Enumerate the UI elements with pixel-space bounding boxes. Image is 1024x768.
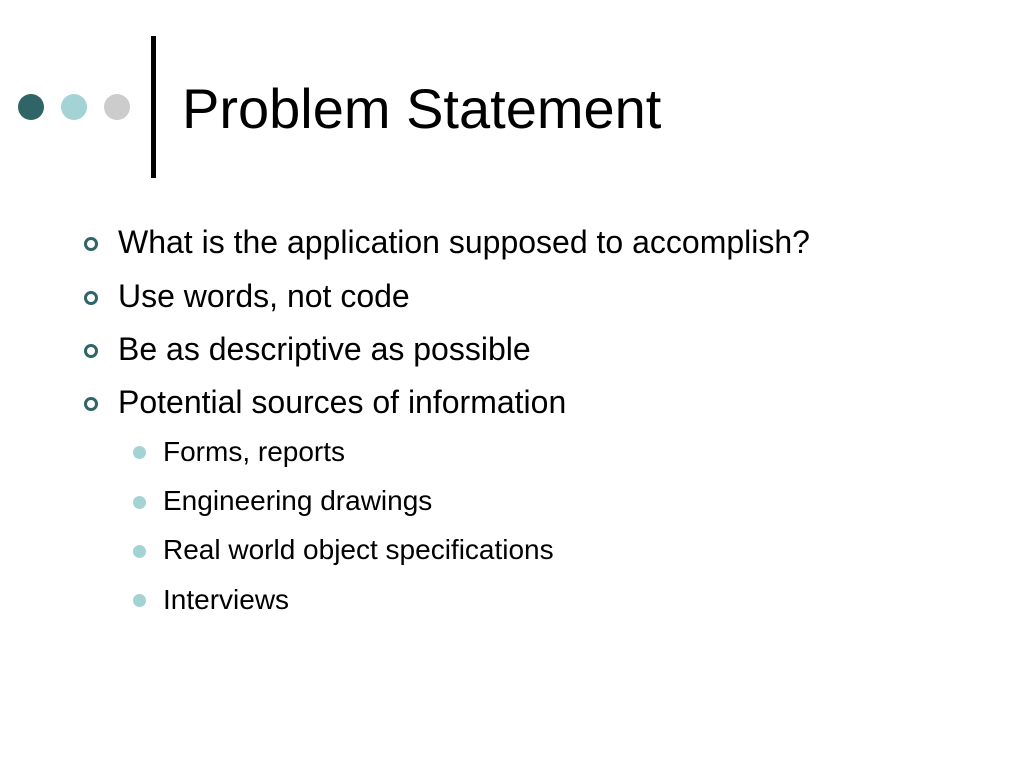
- dot-bullet-icon: [133, 496, 146, 509]
- ring-bullet-icon: [84, 344, 98, 358]
- sub-bullet-text: Engineering drawings: [163, 485, 433, 516]
- sub-bullet-text: Interviews: [163, 584, 290, 615]
- sub-bullet-text: Real world object specifications: [163, 534, 554, 565]
- dot-bullet-icon: [133, 446, 146, 459]
- bullet-text: Be as descriptive as possible: [118, 331, 531, 367]
- dot-bullet-icon: [133, 594, 146, 607]
- ring-bullet-icon: [84, 397, 98, 411]
- ring-bullet-icon: [84, 291, 98, 305]
- dot-bullet-icon: [133, 545, 146, 558]
- bullet-text: What is the application supposed to accomplish?: [118, 224, 810, 260]
- ring-bullet-icon: [84, 237, 98, 251]
- bullet-text: Use words, not code: [118, 278, 410, 314]
- bullet-text: Potential sources of information: [118, 384, 567, 420]
- sub-bullet-text: Forms, reports: [163, 436, 346, 467]
- slide-title: Problem Statement: [182, 77, 662, 140]
